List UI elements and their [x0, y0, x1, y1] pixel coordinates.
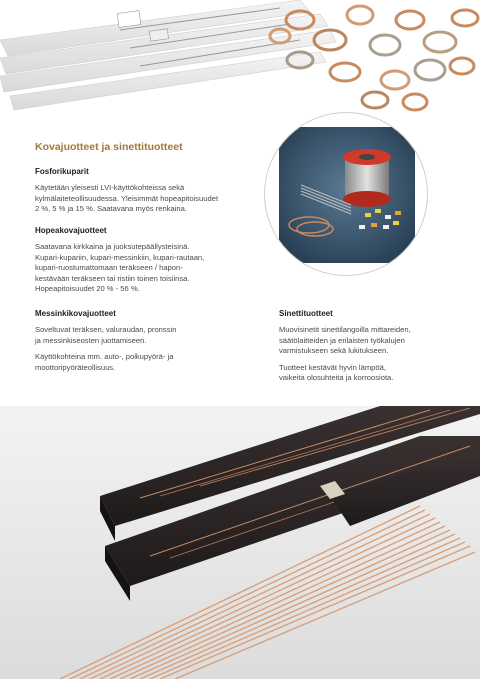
- section-title: Fosforikuparit: [35, 167, 89, 176]
- section-body: Saatavana kirkkaina ja juoksutepäällysteisinä. Kupari-kupariin, kupari-messinkiin, kupari-rautaan, kupari-ruostumattomaan teräkseen / hapon- kestävään teräkseen tai ristiin toinen toisiinsa. Hopeapitoisuudet 20 % - 56 %.: [35, 242, 205, 294]
- section-body: Tuotteet kestävät hyvin lämpöä, vaikeita olosuhteita ja korroosiota.: [279, 362, 394, 383]
- brazing-rods-photo: [0, 406, 480, 679]
- section-messinkikovajuotteet: [35, 309, 265, 379]
- wire-spool: [343, 149, 391, 207]
- section-hopeakovajuotteet: [35, 226, 265, 300]
- top-product-photo: [0, 0, 480, 125]
- section-fosforikuparit: [35, 167, 265, 221]
- section-body: Muovisinetit sinettilangoilla mittareiden, säätölaitteiden ja erilaisten työkalujen varmistukseen sekä lukitukseen.: [279, 325, 411, 356]
- page-title: Kovajuotteet ja sinettituotteet: [35, 141, 183, 153]
- section-body: Käytetään yleisesti LVI-käyttökohteissa sekä kylmälaiteteollisuudessa. Yleisimmät hopeapitoisuudet 2 %, 5 % ja 15 %. Saatavana myös renkaina.: [35, 183, 219, 214]
- section-body: Käyttökohteina mm. auto-, polkupyörä- ja moottoripyöräteollisuus.: [35, 352, 174, 372]
- seal-products-photo: [264, 112, 428, 276]
- section-title: Sinettituotteet: [279, 309, 333, 318]
- section-title: Hopeakovajuotteet: [35, 226, 107, 235]
- section-title: Messinkikovajuotteet: [35, 309, 116, 318]
- section-sinettituotteet: [279, 309, 469, 389]
- section-body: Soveltuvat teräksen, valuraudan, pronssin ja messinkiseosten juottamiseen.: [35, 325, 177, 345]
